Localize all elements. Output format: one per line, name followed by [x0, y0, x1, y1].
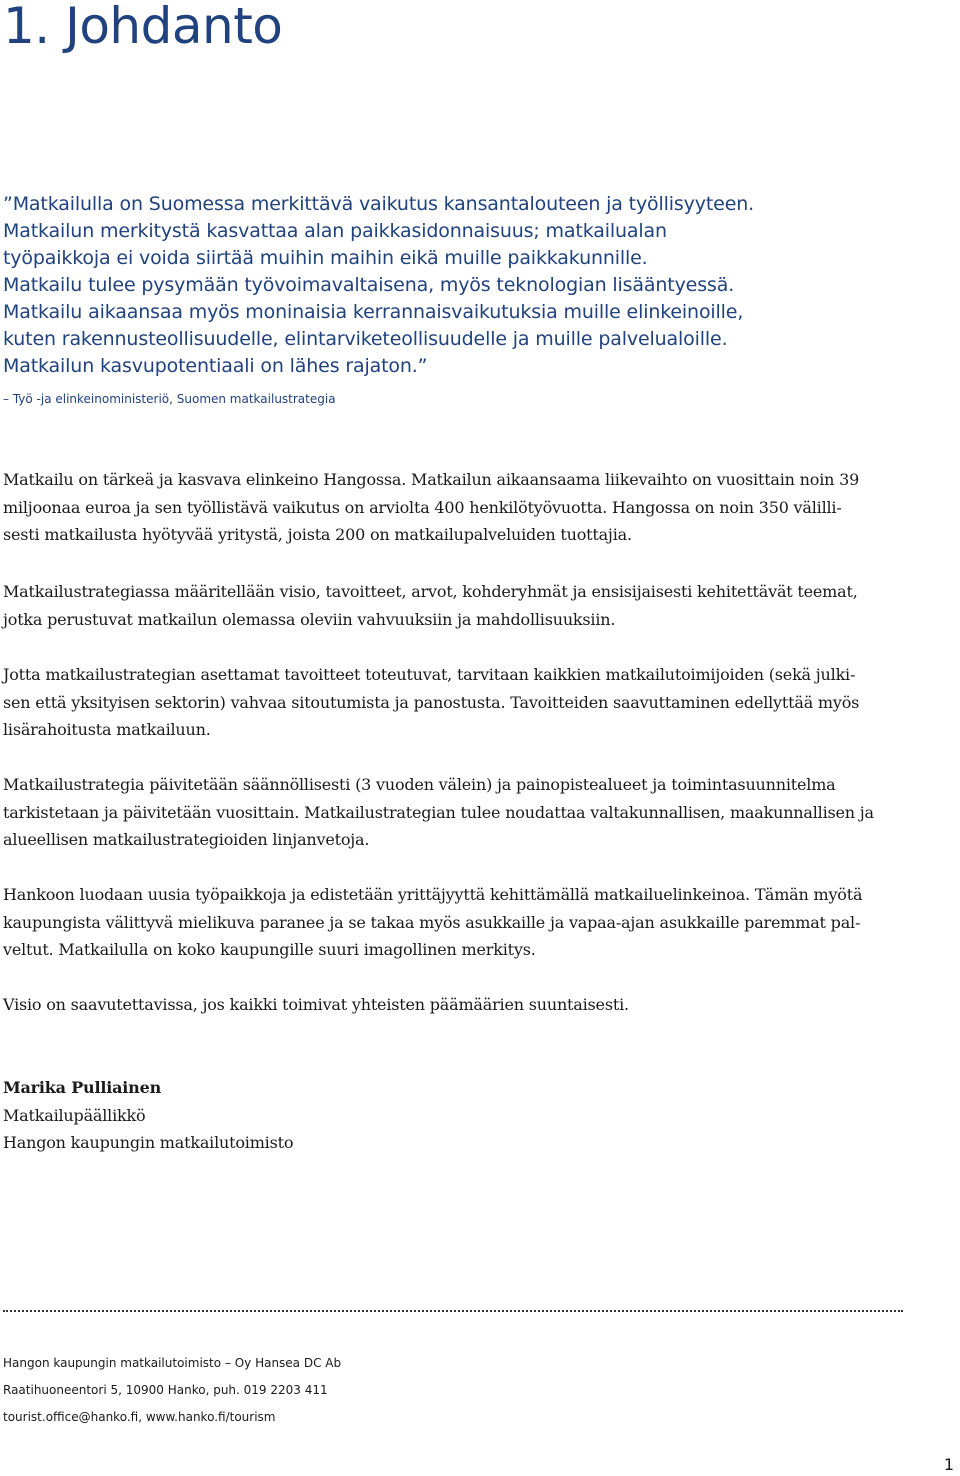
paragraph-line: tarkistetaan ja päivitetään vuosittain. Matkailustrategian tulee noudattaa valtakunnallisen, maakunnallisen ja — [3, 802, 874, 822]
paragraph — [3, 578, 958, 633]
paragraph-line: Matkailustrategia päivitetään säännöllisesti (3 vuoden välein) ja painopistealueet ja toimintasuunnitelma — [3, 775, 836, 794]
footer — [3, 1350, 341, 1431]
paragraph-line: Visio on saavutettavissa, jos kaikki toimivat yhteisten päämäärien suuntaisesti. — [3, 995, 629, 1014]
paragraph-line: Hankoon luodaan uusia työpaikkoja ja edistetään yrittäjyyttä kehittämällä matkailuelinkeinoa. Tämän myötä — [3, 885, 863, 904]
signature-block — [3, 1074, 293, 1157]
footer-address-line: Raatihuoneentori 5, 10900 Hanko, puh. 019 2203 411 — [3, 1383, 328, 1397]
paragraph-line: miljoonaa euroa ja sen työllistävä vaikutus on arviolta 400 henkilötyövuotta. Hangossa on noin 350 välilli- — [3, 497, 842, 517]
paragraph — [3, 661, 958, 744]
paragraph — [3, 881, 958, 964]
paragraph-line: lisärahoitusta matkailuun. — [3, 720, 211, 739]
paragraph — [3, 466, 958, 549]
paragraph-line: Matkailustrategiassa määritellään visio, tavoitteet, arvot, kohderyhmät ja ensisijaisesti kehitettävät teemat, — [3, 582, 858, 601]
intro-quote — [3, 191, 953, 380]
signature-name: Marika Pulliainen — [3, 1078, 161, 1097]
paragraph-line: veltut. Matkailulla on koko kaupungille suuri imagollinen merkitys. — [3, 940, 536, 959]
signature-org: Hangon kaupungin matkailutoimisto — [3, 1133, 294, 1152]
paragraph-line: alueellisen matkailustrategioiden linjanvetoja. — [3, 830, 370, 849]
page-title: 1. Johdanto — [3, 0, 283, 55]
quote-line: Matkailu tulee pysymään työvoimavaltaisena, myös teknologian lisääntyessä. — [3, 274, 735, 296]
paragraph-line: jotka perustuvat matkailun olemassa oleviin vahvuuksiin ja mahdollisuuksiin. — [3, 609, 616, 629]
quote-line: ”Matkailulla on Suomessa merkittävä vaikutus kansantalouteen ja työllisyyteen. — [3, 193, 755, 215]
quote-line: Matkailun merkitystä kasvattaa alan paikkasidonnaisuus; matkailualan — [3, 220, 667, 242]
quote-line: kuten rakennusteollisuudelle, elintarviketeollisuudelle ja muille palvelualoille. — [3, 328, 728, 350]
page-number: 1 — [943, 1455, 954, 1474]
paragraph-line: sesti matkailusta hyötyvää yritystä, joista 200 on matkailupalveluiden tuottajia. — [3, 525, 632, 544]
footer-contact-line: tourist.office@hanko.fi, www.hanko.fi/tourism — [3, 1410, 276, 1424]
footer-org-line: Hangon kaupungin matkailutoimisto – Oy Hansea DC Ab — [3, 1356, 342, 1370]
quote-line: Matkailun kasvupotentiaali on lähes rajaton.” — [3, 355, 428, 377]
quote-line: Matkailu aikaansaa myös moninaisia kerrannaisvaikutuksia muille elinkeinoille, — [3, 301, 744, 323]
paragraph-line: Matkailu on tärkeä ja kasvava elinkeino Hangossa. Matkailun aikaansaama liikevaihto on vuosittain noin 39 — [3, 470, 860, 489]
footer-divider — [3, 1310, 903, 1312]
paragraph-line: Jotta matkailustrategian asettamat tavoitteet toteutuvat, tarvitaan kaikkien matkailutoimijoiden (sekä julki- — [3, 665, 856, 684]
quote-source: – Työ -ja elinkeinoministeriö, Suomen matkailustrategia — [3, 392, 336, 406]
signature-role: Matkailupäällikkö — [3, 1105, 146, 1125]
quote-line: työpaikkoja ei voida siirtää muihin maihin eikä muille paikkakunnille. — [3, 247, 648, 269]
paragraph — [3, 771, 958, 854]
paragraph-line: sen että yksityisen sektorin) vahvaa sitoutumista ja panostusta. Tavoitteiden saavuttaminen edellyttää myös — [3, 692, 860, 712]
paragraph-line: kaupungista välittyvä mielikuva paranee ja se takaa myös asukkaille ja vapaa-ajan asukkaille paremmat pal- — [3, 912, 861, 932]
paragraph — [3, 991, 958, 1019]
